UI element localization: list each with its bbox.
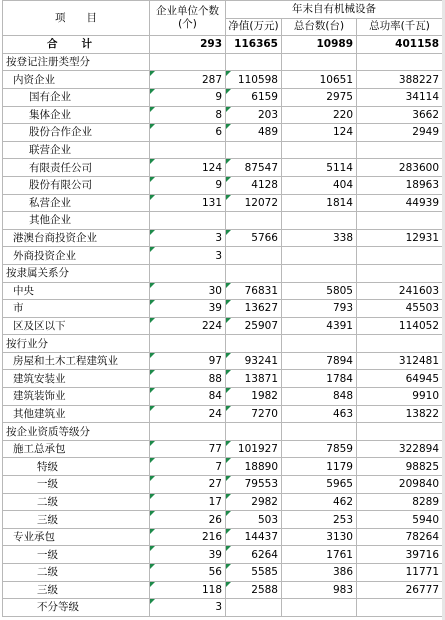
table-cell-units[interactable]: 88 [150, 370, 226, 388]
table-cell-count[interactable]: 338 [282, 229, 357, 247]
table-cell-power[interactable]: 78264 [357, 528, 443, 546]
table-cell-count[interactable]: 848 [282, 388, 357, 406]
table-cell-power[interactable]: 241603 [357, 282, 443, 300]
table-cell-units[interactable]: 24 [150, 405, 226, 423]
table-cell-power[interactable]: 45503 [357, 300, 443, 318]
table-cell-label[interactable]: 港澳台商投资企业 [3, 229, 150, 247]
table-cell-units[interactable]: 77 [150, 440, 226, 458]
table-cell-label[interactable]: 三级 [3, 511, 150, 529]
table-cell-units[interactable]: 293 [150, 36, 226, 54]
header-item-cell[interactable] [3, 1, 150, 36]
table-cell-count[interactable]: 5965 [282, 476, 357, 494]
table-cell-label[interactable]: 二级 [3, 564, 150, 582]
table-cell-label[interactable]: 建筑装饰业 [3, 388, 150, 406]
table-cell-count[interactable]: 1784 [282, 370, 357, 388]
table-row [3, 581, 443, 599]
table-cell-units[interactable] [150, 264, 226, 282]
table-row [3, 388, 443, 406]
table-cell-power[interactable]: 114052 [357, 317, 443, 335]
table-row [3, 264, 443, 282]
table-cell-count[interactable]: 983 [282, 581, 357, 599]
table-cell-label[interactable]: 不分等级 [3, 599, 150, 617]
table-cell-label[interactable]: 股份有限公司 [3, 176, 150, 194]
table-row [3, 511, 443, 529]
table-cell-units[interactable]: 39 [150, 300, 226, 318]
table-row [3, 370, 443, 388]
table-row [3, 124, 443, 142]
table-cell-units[interactable]: 3 [150, 229, 226, 247]
table-row [3, 53, 443, 71]
table-cell-power[interactable]: 18963 [357, 176, 443, 194]
table-cell-net[interactable]: 18890 [226, 458, 282, 476]
table-cell-units[interactable]: 26 [150, 511, 226, 529]
table-row [3, 71, 443, 89]
table-cell-count[interactable] [282, 423, 357, 441]
table-row [3, 194, 443, 212]
table-cell-power[interactable]: 312481 [357, 352, 443, 370]
table-cell-net[interactable]: 110598 [226, 71, 282, 89]
table-cell-power[interactable]: 13822 [357, 405, 443, 423]
header-units-cell[interactable] [150, 1, 226, 36]
table-cell-net[interactable]: 2982 [226, 493, 282, 511]
table-cell-net[interactable]: 101927 [226, 440, 282, 458]
table-row [3, 212, 443, 230]
table-cell-power[interactable]: 39716 [357, 546, 443, 564]
table-cell-units[interactable]: 17 [150, 493, 226, 511]
table-body [3, 36, 443, 617]
table-cell-label[interactable]: 合计 [3, 36, 150, 54]
table-cell-label[interactable]: 三级 [3, 581, 150, 599]
table-row [3, 528, 443, 546]
table-cell-power[interactable]: 401158 [357, 36, 443, 54]
table-cell-count[interactable]: 5114 [282, 159, 357, 177]
table-row [3, 493, 443, 511]
table-row [3, 300, 443, 318]
header-net-value-label: 净值(万元) [228, 20, 279, 33]
table-cell-units[interactable]: 118 [150, 581, 226, 599]
table-cell-count[interactable]: 220 [282, 106, 357, 124]
table-cell-power[interactable]: 283600 [357, 159, 443, 177]
table-cell-net[interactable]: 2588 [226, 581, 282, 599]
header-equipment-group-label: 年末自有机械设备 [292, 2, 376, 15]
table-cell-net[interactable]: 116365 [226, 36, 282, 54]
table-cell-power[interactable]: 12931 [357, 229, 443, 247]
table-cell-label[interactable]: 特级 [3, 458, 150, 476]
table-cell-count[interactable]: 7859 [282, 440, 357, 458]
table-cell-net[interactable]: 503 [226, 511, 282, 529]
table-cell-count[interactable] [282, 247, 357, 265]
table-row [3, 229, 443, 247]
table-cell-label[interactable]: 其他建筑业 [3, 405, 150, 423]
table-cell-label[interactable]: 外商投资企业 [3, 247, 150, 265]
table-cell-label[interactable]: 私营企业 [3, 194, 150, 212]
table-cell-count[interactable]: 10989 [282, 36, 357, 54]
table-row [3, 476, 443, 494]
table-cell-count[interactable] [282, 264, 357, 282]
table-row [3, 106, 443, 124]
table-cell-count[interactable]: 386 [282, 564, 357, 582]
table-row [3, 88, 443, 106]
table-cell-count[interactable] [282, 212, 357, 230]
table-cell-label[interactable]: 一级 [3, 546, 150, 564]
header-count-cell[interactable] [282, 18, 357, 36]
table-cell-units[interactable] [150, 423, 226, 441]
table-row [3, 423, 443, 441]
table-cell-net[interactable]: 5766 [226, 229, 282, 247]
table-cell-power[interactable] [357, 212, 443, 230]
table-cell-power[interactable] [357, 423, 443, 441]
table-cell-label[interactable]: 按隶属关系分 [3, 264, 150, 282]
table-cell-units[interactable]: 8 [150, 106, 226, 124]
table-cell-units[interactable]: 287 [150, 71, 226, 89]
table-cell-units[interactable]: 124 [150, 159, 226, 177]
table-row [3, 141, 443, 159]
table-cell-label[interactable]: 按行业分 [3, 335, 150, 353]
table-cell-count[interactable]: 404 [282, 176, 357, 194]
table-cell-power[interactable]: 3662 [357, 106, 443, 124]
table-cell-label[interactable]: 中央 [3, 282, 150, 300]
table-cell-count[interactable]: 124 [282, 124, 357, 142]
table-cell-count[interactable] [282, 53, 357, 71]
table-cell-power[interactable]: 11771 [357, 564, 443, 582]
table-cell-label[interactable]: 二级 [3, 493, 150, 511]
table-cell-net[interactable]: 14437 [226, 528, 282, 546]
table-cell-units[interactable]: 9 [150, 176, 226, 194]
table-cell-units[interactable]: 30 [150, 282, 226, 300]
table-cell-net[interactable] [226, 599, 282, 617]
table-cell-count[interactable]: 2975 [282, 88, 357, 106]
table-cell-power[interactable]: 2949 [357, 124, 443, 142]
table-cell-power[interactable]: 8289 [357, 493, 443, 511]
table-cell-units[interactable]: 6 [150, 124, 226, 142]
table-cell-net[interactable]: 6264 [226, 546, 282, 564]
table-row-total [3, 36, 443, 54]
table-cell-count[interactable]: 4391 [282, 317, 357, 335]
table-cell-label[interactable]: 按登记注册类型分 [3, 53, 150, 71]
table-cell-net[interactable]: 87547 [226, 159, 282, 177]
table-row [3, 599, 443, 617]
table-cell-power[interactable]: 98825 [357, 458, 443, 476]
table-cell-count[interactable]: 1814 [282, 194, 357, 212]
table-row [3, 440, 443, 458]
table-cell-net[interactable]: 13871 [226, 370, 282, 388]
table-cell-units[interactable]: 3 [150, 599, 226, 617]
table-cell-label[interactable]: 按企业资质等级分 [3, 423, 150, 441]
table-cell-units[interactable]: 7 [150, 458, 226, 476]
header-count-label: 总台数(台) [293, 20, 345, 33]
table-cell-count[interactable] [282, 335, 357, 353]
table-row [3, 335, 443, 353]
table-cell-power[interactable]: 388227 [357, 71, 443, 89]
table-cell-net[interactable] [226, 247, 282, 265]
table-row [3, 352, 443, 370]
table-cell-label[interactable]: 集体企业 [3, 106, 150, 124]
table-cell-power[interactable] [357, 141, 443, 159]
table-cell-count[interactable]: 462 [282, 493, 357, 511]
table-cell-units[interactable]: 3 [150, 247, 226, 265]
table-cell-power[interactable] [357, 599, 443, 617]
table-cell-units[interactable] [150, 212, 226, 230]
table-cell-count[interactable]: 463 [282, 405, 357, 423]
table-row [3, 405, 443, 423]
header-units-label: 企业单位个数 [156, 5, 219, 18]
table-cell-net[interactable] [226, 53, 282, 71]
table-cell-net[interactable]: 6159 [226, 88, 282, 106]
table-cell-net[interactable]: 12072 [226, 194, 282, 212]
table-row [3, 546, 443, 564]
table-cell-net[interactable]: 7270 [226, 405, 282, 423]
table-cell-net[interactable] [226, 335, 282, 353]
table-cell-power[interactable] [357, 264, 443, 282]
table-cell-power[interactable]: 209840 [357, 476, 443, 494]
table-cell-count[interactable] [282, 599, 357, 617]
table-cell-power[interactable]: 9910 [357, 388, 443, 406]
table-row [3, 176, 443, 194]
table-cell-label[interactable]: 建筑安装业 [3, 370, 150, 388]
table-cell-count[interactable]: 253 [282, 511, 357, 529]
table-cell-net[interactable] [226, 423, 282, 441]
equipment-table [2, 0, 443, 617]
table-cell-count[interactable]: 10651 [282, 71, 357, 89]
table-cell-label[interactable]: 联营企业 [3, 141, 150, 159]
table-cell-net[interactable] [226, 141, 282, 159]
table-cell-label[interactable]: 专业承包 [3, 528, 150, 546]
table-cell-net[interactable] [226, 212, 282, 230]
table-cell-units[interactable]: 9 [150, 88, 226, 106]
header-net-value-cell[interactable] [226, 18, 282, 36]
table-cell-count[interactable]: 7894 [282, 352, 357, 370]
header-power-cell[interactable] [357, 18, 443, 36]
table-cell-label[interactable]: 股份合作企业 [3, 124, 150, 142]
table-cell-power[interactable]: 5940 [357, 511, 443, 529]
table-cell-label[interactable]: 施工总承包 [3, 440, 150, 458]
table-cell-label[interactable]: 市 [3, 300, 150, 318]
table-cell-net[interactable]: 93241 [226, 352, 282, 370]
table-cell-label[interactable]: 其他企业 [3, 212, 150, 230]
table-cell-power[interactable]: 64945 [357, 370, 443, 388]
table-cell-label[interactable]: 内资企业 [3, 71, 150, 89]
table-row [3, 317, 443, 335]
table-cell-count[interactable]: 1179 [282, 458, 357, 476]
table-cell-net[interactable]: 489 [226, 124, 282, 142]
table-row [3, 564, 443, 582]
table-row [3, 282, 443, 300]
table-cell-label[interactable]: 一级 [3, 476, 150, 494]
table-cell-label[interactable]: 房屋和土木工程建筑业 [3, 352, 150, 370]
table-cell-label[interactable]: 国有企业 [3, 88, 150, 106]
table-cell-power[interactable]: 322894 [357, 440, 443, 458]
table-row [3, 247, 443, 265]
table-cell-units[interactable]: 39 [150, 546, 226, 564]
table-cell-label[interactable]: 有限责任公司 [3, 159, 150, 177]
table-cell-units[interactable]: 216 [150, 528, 226, 546]
table-cell-label[interactable]: 区及区以下 [3, 317, 150, 335]
table-cell-power[interactable]: 26777 [357, 581, 443, 599]
table-cell-units[interactable]: 131 [150, 194, 226, 212]
table-cell-power[interactable] [357, 53, 443, 71]
table-cell-net[interactable]: 5585 [226, 564, 282, 582]
table-row [3, 159, 443, 177]
table-cell-count[interactable]: 5805 [282, 282, 357, 300]
table-cell-power[interactable] [357, 247, 443, 265]
table-cell-units[interactable] [150, 141, 226, 159]
table-cell-units[interactable]: 84 [150, 388, 226, 406]
table-cell-net[interactable]: 203 [226, 106, 282, 124]
table-cell-count[interactable] [282, 141, 357, 159]
header-units-unit: (个) [178, 18, 197, 31]
table-cell-units[interactable]: 97 [150, 352, 226, 370]
table-cell-power[interactable]: 34114 [357, 88, 443, 106]
table-cell-power[interactable] [357, 335, 443, 353]
table-cell-net[interactable]: 13627 [226, 300, 282, 318]
table-cell-units[interactable] [150, 335, 226, 353]
table-cell-net[interactable]: 4128 [226, 176, 282, 194]
table-cell-net[interactable] [226, 264, 282, 282]
table-cell-net[interactable]: 79553 [226, 476, 282, 494]
table-cell-units[interactable]: 27 [150, 476, 226, 494]
table-cell-net[interactable]: 76831 [226, 282, 282, 300]
table-cell-net[interactable]: 25907 [226, 317, 282, 335]
header-equipment-group-cell[interactable] [226, 1, 443, 19]
table-row [3, 458, 443, 476]
table-cell-net[interactable]: 1982 [226, 388, 282, 406]
table-cell-units[interactable]: 224 [150, 317, 226, 335]
header-power-label: 总功率(千瓦) [369, 20, 430, 33]
table-cell-count[interactable]: 3130 [282, 528, 357, 546]
table-cell-units[interactable] [150, 53, 226, 71]
table-cell-count[interactable]: 793 [282, 300, 357, 318]
table-cell-units[interactable]: 56 [150, 564, 226, 582]
table-cell-power[interactable]: 44939 [357, 194, 443, 212]
table-cell-count[interactable]: 1761 [282, 546, 357, 564]
header-item-label: 项 目 [55, 11, 97, 24]
